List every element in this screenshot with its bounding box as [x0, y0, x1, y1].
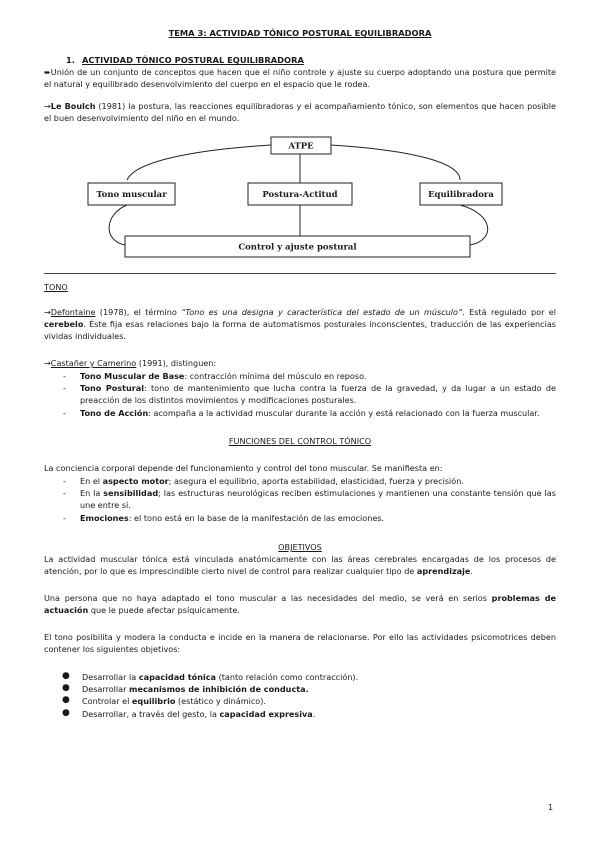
leboulch-paragraph: →Le Boulch (1981) la postura, las reacciones equilibradoras y el acompañamiento tónico, son elementos que hacen posible el buen desenvolvimiento del niño en el mundo. — [44, 101, 556, 124]
document-title: TEMA 3: ACTIVIDAD TÓNICO POSTURAL EQUILIBRADORA — [168, 28, 432, 38]
objetivos-p2: Una persona que no haya adaptado el tono muscular a las necesidades del medio, se verá en serios problemas de actuación que le puede afectar psíquicamente. — [44, 593, 556, 616]
list-item: ● Desarrollar mecanismos de inhibición de conducta. — [62, 683, 309, 695]
list-item: - Emociones: el tono está en la base de la manifestación de las emociones. — [63, 512, 385, 523]
intro-paragraph: ➨Unión de un conjunto de conceptos que hacen que el niño controle y ajuste su cuerpo adoptando una postura que permite el natural y equilibrado desenvolvimiento del cuerpo en el espacio que le rodea. — [44, 67, 556, 90]
list-item: ● Desarrollar, a través del gesto, la capacidad expresiva. — [62, 707, 316, 719]
list-item: ● Desarrollar la capacidad tónica (tanto relación como contracción). — [62, 671, 359, 682]
list-item: - En la sensibilidad; las estructuras neurológicas reciben estimulaciones y mantienen una constante tensión que las une entre sí. — [63, 488, 556, 511]
diagram-label-right: Equilibradora — [428, 190, 494, 200]
objetivos-list — [44, 671, 556, 720]
arrow-icon: → — [44, 101, 51, 111]
tono-heading: TONO — [44, 282, 68, 292]
section-divider — [44, 273, 556, 274]
atpe-diagram — [0, 0, 600, 290]
diagram-label-middle: Postura-Actitud — [262, 190, 338, 200]
diagram-label-left: Tono muscular — [96, 190, 167, 200]
objetivos-heading: OBJETIVOS — [278, 542, 322, 552]
bullet-icon: ● — [62, 707, 70, 718]
funciones-list — [44, 475, 556, 524]
section-heading-text: ACTIVIDAD TÓNICO POSTURAL EQUILIBRADORA — [82, 55, 304, 65]
section-number: 1. — [66, 55, 75, 65]
funciones-heading: FUNCIONES DEL CONTROL TÓNICO — [228, 436, 372, 446]
list-item: - Tono de Acción: acompaña a la actividad muscular durante la acción y está relacionado con la fuerza muscular. — [63, 407, 540, 418]
bullet-icon: ● — [62, 695, 70, 706]
funciones-intro: La conciencia corporal depende del funcionamiento y control del tono muscular. Se manifiesta en: — [44, 463, 443, 473]
list-item: - Tono Muscular de Base: contracción mínima del músculo en reposo. — [63, 371, 367, 381]
defontaine-paragraph: →Defontaine (1978), el término “Tono es una designa y característica del estado de un músculo”. Está regulado por el cerebelo. Éste fija esas relaciones bajo la forma de automatismos posturales inconscientes, traducción de las experiencias vividas individuales. — [44, 307, 556, 342]
list-item: ● Controlar el equilibrio (estático y dinámico). — [62, 695, 266, 707]
diagram-label-bottom: Control y ajuste postural — [238, 242, 357, 253]
arrow-icon: → — [44, 358, 51, 368]
page-number: 1 — [548, 803, 554, 812]
arrow-icon: → — [44, 307, 51, 317]
bullet-icon: ● — [62, 671, 70, 681]
bullet-icon: ● — [62, 683, 70, 694]
diagram-label-top: ATPE — [288, 141, 314, 152]
castaner-paragraph: →Castañer y Camerino (1991), distinguen: — [44, 358, 217, 368]
list-item: - En el aspecto motor; asegura el equilibrio, aporta estabilidad, elasticidad, fuerza y precisión. — [63, 476, 464, 486]
tono-types-list — [44, 370, 556, 419]
objetivos-p1: La actividad muscular tónica está vinculada anatómicamente con las áreas cerebrales encargadas de los procesos de atención, por lo que es imprescindible cierto nivel de control para realizar cualquier tipo de aprendizaje. — [44, 554, 556, 577]
arrow-icon: ➨ — [44, 67, 51, 77]
list-item: - Tono Postural: tono de mantenimiento que lucha contra la fuerza de la gravedad, y da lugar a un estado de preacción de los distintos movimientos y modificaciones posturales. — [63, 383, 556, 406]
objetivos-p3: El tono posibilita y modera la conducta e incide en la manera de relacionarse. Por ello las actividades psicomotrices deben contener los siguientes objetivos: — [44, 632, 556, 655]
